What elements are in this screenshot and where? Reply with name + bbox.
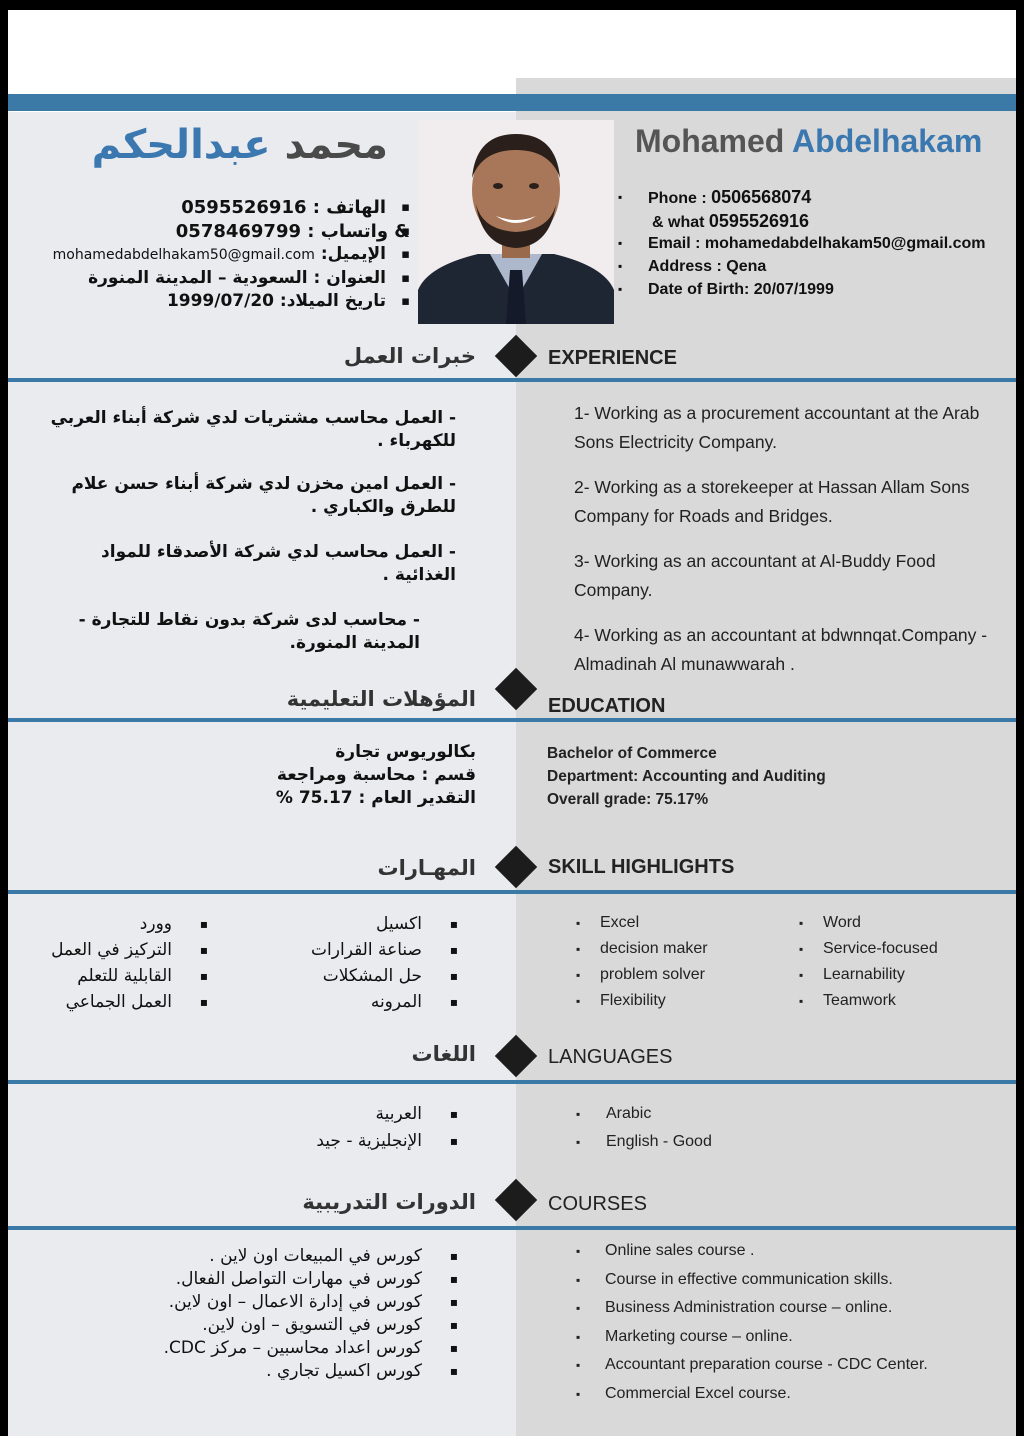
- education-title-en: EDUCATION: [548, 695, 666, 717]
- courses-title-ar: الدورات التدريبية: [302, 1190, 476, 1214]
- course-item-ar: ▪ كورس في المبيعات اون لاين .: [58, 1245, 458, 1268]
- languages-divider: [8, 1080, 1016, 1084]
- degree-en: Bachelor of Commerce: [547, 745, 717, 762]
- whatsapp-en: [618, 210, 986, 232]
- phone-label-en: Phone :: [648, 190, 707, 207]
- course-item-en: ▪ Business Administration course – online.: [576, 1294, 928, 1323]
- skill-item-ar: ▪ وورد: [28, 911, 208, 937]
- skill-item-en: ▪ Excel: [576, 910, 708, 936]
- skill-item-en: ▪ decision maker: [576, 936, 708, 962]
- first-name-en: Mohamed: [635, 123, 785, 159]
- experience-title-ar: خبرات العمل: [343, 344, 476, 368]
- courses-divider: [8, 1226, 1016, 1230]
- languages-title-en: LANGUAGES: [548, 1046, 673, 1068]
- course-item-en: ▪ Marketing course – online.: [576, 1323, 928, 1352]
- name-english: [635, 123, 982, 160]
- course-item-ar: ▪ كورس اعداد محاسبين – مركز CDC.: [58, 1337, 458, 1360]
- language-item-en: ▪ English - Good: [576, 1128, 712, 1156]
- skill-item-en: ▪ Flexibility: [576, 988, 708, 1014]
- skill-item-ar: ▪ حل المشكلات: [258, 963, 458, 989]
- course-item-ar: ▪ كورس في إدارة الاعمال – اون لاين.: [58, 1291, 458, 1314]
- phone-en: [618, 186, 986, 210]
- phone-value-en: 0506568074: [711, 187, 812, 207]
- experience-item-ar: - العمل محاسب مشتريات لدي شركة أبناء العربي للكهرباء .: [50, 408, 456, 451]
- experience-item-en: 2- Working as a storekeeper at Hassan Allam Sons Company for Roads and Bridges.: [574, 477, 970, 526]
- skill-item-ar: ▪ اكسيل: [258, 911, 458, 937]
- skill-item-ar: ▪ التركيز في العمل: [28, 937, 208, 963]
- grade-en: Overall grade: 75.17%: [547, 791, 709, 808]
- course-item-ar: ▪ كورس اكسيل تجاري .: [58, 1360, 458, 1383]
- experience-item-ar: - محاسب لدى شركة بدون نقاط للتجارة - المدينة المنورة.: [78, 610, 420, 653]
- skill-item-en: ▪ problem solver: [576, 962, 708, 988]
- skill-item-ar: ▪ العمل الجماعي: [28, 989, 208, 1015]
- first-name-ar: محمد: [284, 122, 388, 168]
- experience-title-en: EXPERIENCE: [548, 347, 677, 369]
- course-item-ar: ▪ كورس في التسويق – اون لاين.: [58, 1314, 458, 1337]
- education-title-ar: المؤهلات التعليمية: [286, 687, 476, 711]
- resume-page: [8, 10, 1016, 1436]
- skill-item-en: ▪ Teamwork: [799, 988, 938, 1014]
- languages-list-en: [576, 1100, 712, 1156]
- department-ar: قسم : محاسبة ومراجعة: [276, 765, 476, 785]
- address-en: ▪ Address : Qena: [618, 255, 986, 278]
- skills-title-ar: المهـارات: [377, 856, 476, 880]
- birth-en: ▪ Date of Birth: 20/07/1999: [618, 278, 986, 301]
- contact-list-en: [618, 186, 986, 301]
- department-en: Department: Accounting and Auditing: [547, 768, 826, 785]
- skills-list-en-1: [576, 910, 708, 1014]
- education-en: [547, 742, 826, 811]
- skill-item-en: ▪ Learnability: [799, 962, 938, 988]
- skill-item-ar: ▪ المرونه: [258, 989, 458, 1015]
- header-bar: [8, 94, 1016, 111]
- language-item-ar: ▪ الإنجليزية - جيد: [258, 1128, 458, 1155]
- education-divider: [8, 718, 1016, 722]
- courses-list-en: [576, 1237, 928, 1409]
- last-name-ar: عبدالحكم: [91, 122, 271, 168]
- experience-item-en: 3- Working as an accountant at Al-Buddy Food Company.: [574, 551, 936, 600]
- email-en[interactable]: ▪ Email : mohamedabdelhakam50@gmail.com: [618, 232, 986, 255]
- skills-title-en: SKILL HIGHLIGHTS: [548, 856, 735, 878]
- contact-list-ar: [10, 196, 410, 314]
- language-item-ar: ▪ العربية: [258, 1101, 458, 1128]
- experience-item-ar: - العمل امين مخزن لدي شركة أبناء حسن علام للطرق والكباري .: [71, 474, 456, 517]
- experience-item-en: 4- Working as an accountant at bdwnnqat.Company - Almadinah Al munawwarah .: [574, 625, 988, 674]
- skill-item-en: ▪ Service-focused: [799, 936, 938, 962]
- skills-list-en-2: [799, 910, 938, 1014]
- skill-item-ar: ▪ صناعة القرارات: [258, 937, 458, 963]
- experience-item-en: 1- Working as a procurement accountant at the Arab Sons Electricity Company.: [574, 403, 980, 452]
- experience-divider: [8, 378, 1016, 382]
- course-item-en: ▪ Course in effective communication skills.: [576, 1266, 928, 1295]
- language-item-en: ▪ Arabic: [576, 1100, 712, 1128]
- course-item-en: ▪ Online sales course .: [576, 1237, 928, 1266]
- phone-ar: ▪ الهاتف : 0595526916: [10, 196, 410, 220]
- skills-list-ar-2: [28, 911, 208, 1015]
- person-portrait-icon: [418, 120, 614, 324]
- courses-list-ar: [58, 1245, 458, 1383]
- skills-divider: [8, 890, 1016, 894]
- grade-ar: التقدير العام : 75.17 %: [275, 788, 476, 808]
- course-item-ar: ▪ كورس في مهارات التواصل الفعال.: [58, 1268, 458, 1291]
- languages-title-ar: اللغات: [411, 1042, 476, 1066]
- courses-title-en: COURSES: [548, 1193, 647, 1215]
- whatsapp-value-en: 0595526916: [708, 211, 810, 231]
- address-ar: ▪ العنوان : السعودية – المدينة المنورة: [10, 267, 410, 291]
- skill-item-ar: ▪ القابلية للتعلم: [28, 963, 208, 989]
- skills-list-ar-1: [258, 911, 458, 1015]
- email-ar: [10, 243, 410, 267]
- experience-item-ar: - العمل محاسب لدي شركة الأصدقاء للمواد الغذائية .: [101, 542, 456, 585]
- languages-list-ar: [258, 1101, 458, 1155]
- birth-ar: ▪ تاريخ الميلاد: 1999/07/20: [10, 290, 410, 314]
- course-item-en: ▪ Accountant preparation course - CDC Center.: [576, 1351, 928, 1380]
- whatsapp-label-en: & what: [652, 214, 705, 231]
- last-name-en: Abdelhakam: [792, 123, 983, 159]
- degree-ar: بكالوريوس تجارة: [335, 742, 476, 762]
- education-ar: [158, 741, 476, 810]
- email-value-ar[interactable]: mohamedabdelhakam50@gmail.com: [52, 247, 315, 263]
- profile-photo: [418, 120, 614, 324]
- name-arabic: [88, 122, 388, 168]
- email-label-ar: الإيميل:: [320, 244, 386, 264]
- whatsapp-ar: ▪ & واتساب : 0578469799: [10, 220, 410, 244]
- course-item-en: ▪ Commercial Excel course.: [576, 1380, 928, 1409]
- skill-item-en: ▪ Word: [799, 910, 938, 936]
